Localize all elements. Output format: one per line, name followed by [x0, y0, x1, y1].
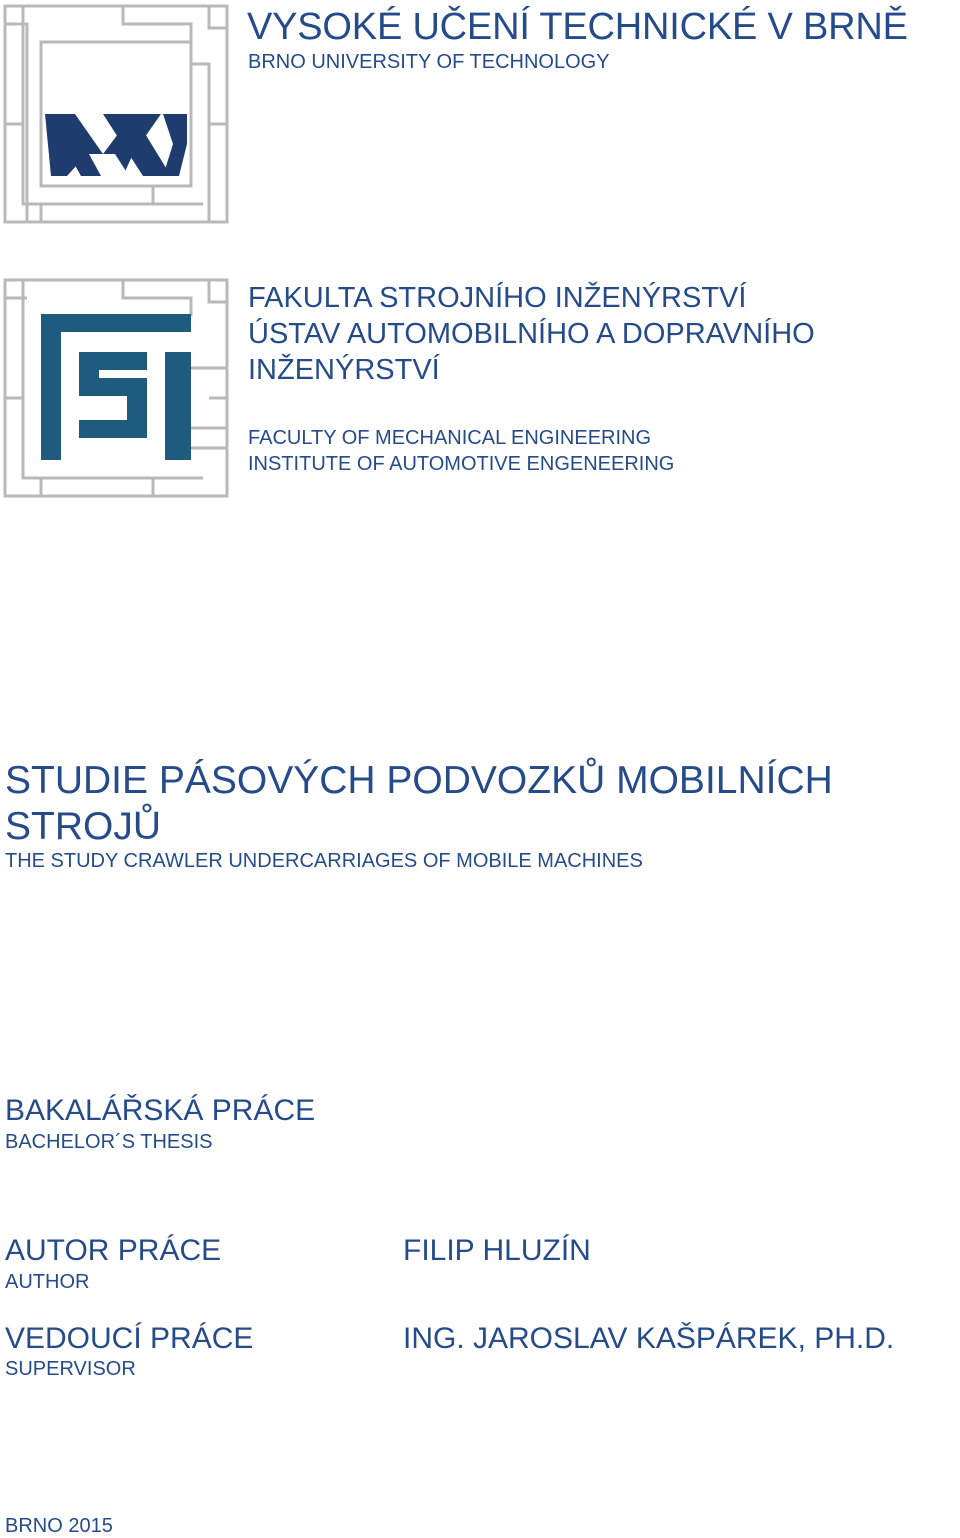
institute-line: ÚSTAV AUTOMOBILNÍHO A DOPRAVNÍHO	[248, 318, 815, 350]
author-name: FILIP HLUZÍN	[403, 1234, 591, 1267]
university-name-en: BRNO UNIVERSITY OF TECHNOLOGY	[248, 51, 610, 73]
faculty-block-en	[248, 425, 674, 477]
faculty-line: FACULTY OF MECHANICAL ENGINEERING	[248, 427, 652, 449]
thesis-title-cz	[5, 758, 833, 850]
institute-line: INŽENÝRSTVÍ	[248, 354, 440, 386]
thesis-title-en: THE STUDY CRAWLER UNDERCARRIAGES OF MOBILE MACHINES	[5, 850, 643, 872]
supervisor-label-en: SUPERVISOR	[5, 1358, 136, 1380]
university-name-cz: VYSOKÉ UČENÍ TECHNICKÉ V BRNĚ	[247, 6, 908, 48]
vut-logo	[3, 4, 229, 224]
faculty-line: FAKULTA STROJNÍHO INŽENÝRSTVÍ	[248, 282, 747, 314]
thesis-title-line: STUDIE PÁSOVÝCH PODVOZKŮ MOBILNÍCH	[5, 759, 833, 802]
thesis-title-line: STROJŮ	[5, 805, 161, 848]
supervisor-label-cz: VEDOUCÍ PRÁCE	[5, 1322, 254, 1355]
author-label-en: AUTHOR	[5, 1271, 90, 1293]
thesis-type-en: BACHELOR´S THESIS	[5, 1131, 213, 1153]
faculty-block-cz	[248, 280, 815, 388]
institute-line: INSTITUTE OF AUTOMOTIVE ENGENEERING	[248, 453, 675, 475]
fsi-logo	[3, 278, 229, 498]
author-label-cz: AUTOR PRÁCE	[5, 1234, 222, 1267]
supervisor-name: ING. JAROSLAV KAŠPÁREK, PH.D.	[403, 1322, 895, 1355]
thesis-type-cz: BAKALÁŘSKÁ PRÁCE	[5, 1094, 316, 1127]
place-year: BRNO 2015	[5, 1515, 113, 1537]
